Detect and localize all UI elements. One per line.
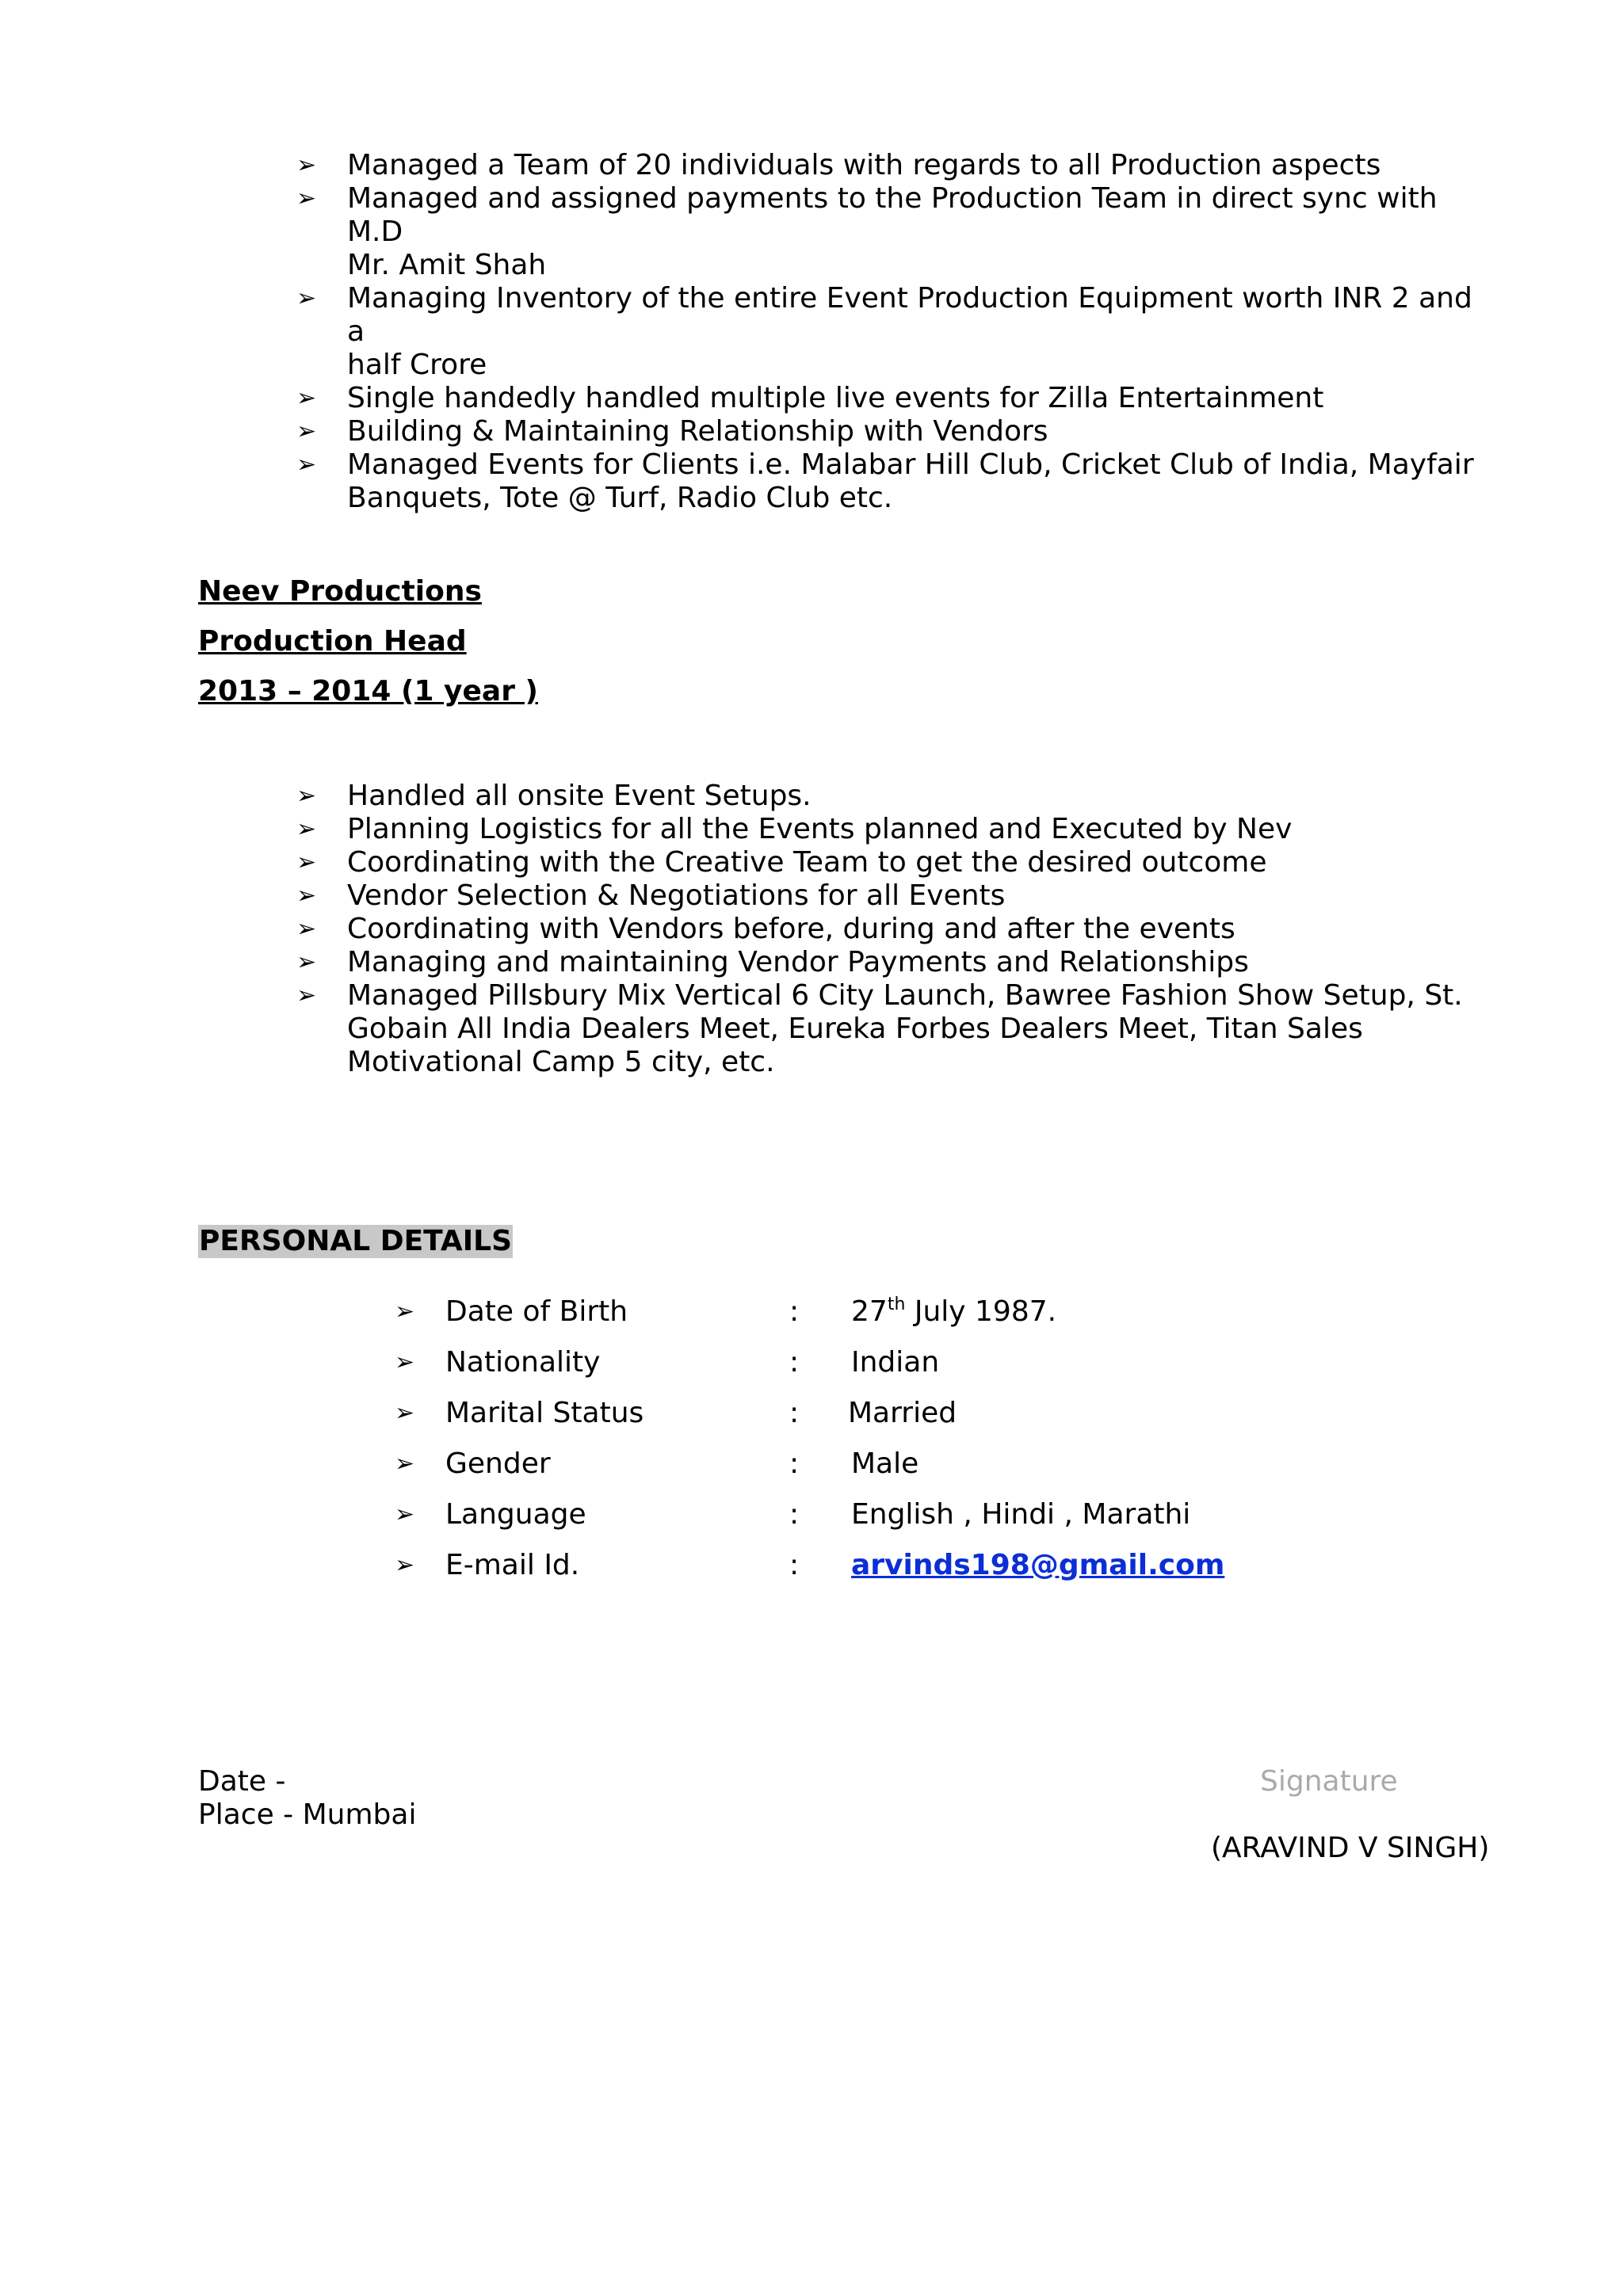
nationality-value: Indian [851, 1346, 940, 1379]
arrow-bullet-icon: ➢ [296, 384, 317, 412]
neev-responsibilities-list [198, 780, 1498, 1079]
personal-details-heading: PERSONAL DETAILS [199, 1225, 513, 1257]
list-item-text: Coordinating with the Creative Team to get the desired outcome [347, 846, 1267, 879]
arrow-bullet-icon: ➢ [296, 782, 317, 810]
arrow-bullet-icon: ➢ [296, 915, 317, 943]
arrow-bullet-icon: ➢ [395, 1551, 415, 1579]
arrow-bullet-icon: ➢ [296, 849, 317, 876]
list-item-text: Motivational Camp 5 city, etc. [347, 1046, 775, 1078]
gender-value: Male [851, 1447, 919, 1480]
list-item-text: Building & Maintaining Relationship with Vendors [347, 415, 1048, 448]
list-item [198, 946, 1498, 979]
arrow-bullet-icon: ➢ [395, 1450, 415, 1478]
dob-label: Date of Birth [445, 1295, 628, 1328]
language-label: Language [445, 1498, 586, 1531]
list-item-text: half Crore [347, 349, 487, 381]
arrow-bullet-icon: ➢ [296, 451, 317, 479]
list-item [198, 979, 1498, 1079]
list-item [198, 780, 1498, 813]
detail-row-gender [0, 1447, 1623, 1482]
nationality-label: Nationality [445, 1346, 601, 1379]
list-item [198, 382, 1498, 415]
detail-row-email [0, 1548, 1623, 1583]
company-name: Neev Productions [198, 575, 482, 608]
list-item-text: Banquets, Tote @ Turf, Radio Club etc. [347, 482, 893, 514]
separator: : [789, 1295, 800, 1328]
list-item-text: Managed and assigned payments to the Production Team in direct sync with M.D [347, 182, 1438, 248]
job-period: 2013 – 2014 (1 year ) [198, 675, 538, 707]
list-item [198, 846, 1498, 879]
arrow-bullet-icon: ➢ [395, 1348, 415, 1376]
place-line: Place - Mumbai [198, 1798, 417, 1831]
list-item-text: Managing and maintaining Vendor Payments and Relationships [347, 946, 1249, 978]
separator: : [789, 1447, 800, 1480]
marital-label: Marital Status [445, 1397, 644, 1429]
list-item [198, 448, 1498, 515]
job-role: Production Head [198, 625, 467, 658]
email-value [851, 1548, 1224, 1583]
list-item-text: Managed a Team of 20 individuals with regards to all Production aspects [347, 149, 1381, 181]
dob-suffix: th [887, 1295, 906, 1314]
list-item [198, 182, 1498, 282]
separator: : [789, 1397, 800, 1429]
list-item [198, 415, 1498, 448]
list-item-text: Coordinating with Vendors before, during and after the events [347, 913, 1235, 945]
detail-row-language [0, 1497, 1623, 1532]
dob-day: 27 [851, 1295, 888, 1328]
list-item-text: Vendor Selection & Negotiations for all Events [347, 879, 1006, 912]
email-link[interactable]: arvinds198@gmail.com [851, 1549, 1225, 1581]
gender-label: Gender [445, 1447, 551, 1480]
separator: : [789, 1498, 800, 1531]
arrow-bullet-icon: ➢ [296, 815, 317, 843]
arrow-bullet-icon: ➢ [296, 948, 317, 976]
signer-name: (ARAVIND V SINGH) [1211, 1832, 1490, 1864]
list-item [198, 282, 1498, 382]
list-item [198, 913, 1498, 946]
list-item-text: Gobain All India Dealers Meet, Eureka Forbes Dealers Meet, Titan Sales [347, 1013, 1363, 1045]
list-item [198, 813, 1498, 846]
separator: : [789, 1346, 800, 1379]
list-item-text: Managing Inventory of the entire Event Production Equipment worth INR 2 and a [347, 282, 1472, 348]
arrow-bullet-icon: ➢ [296, 982, 317, 1009]
arrow-bullet-icon: ➢ [296, 185, 317, 212]
arrow-bullet-icon: ➢ [296, 882, 317, 910]
list-item-text: Handled all onsite Event Setups. [347, 780, 812, 812]
list-item-text: Single handedly handled multiple live events for Zilla Entertainment [347, 382, 1324, 414]
list-item [198, 149, 1498, 182]
date-line: Date - [198, 1765, 286, 1798]
detail-row-dob [0, 1295, 1623, 1329]
detail-row-marital [0, 1396, 1623, 1431]
separator: : [789, 1549, 800, 1581]
arrow-bullet-icon: ➢ [395, 1399, 415, 1427]
detail-row-nationality [0, 1345, 1623, 1380]
list-item-text: Mr. Amit Shah [347, 249, 547, 281]
arrow-bullet-icon: ➢ [395, 1501, 415, 1528]
arrow-bullet-icon: ➢ [296, 418, 317, 445]
dob-month-year: July 1987. [905, 1295, 1057, 1328]
marital-value: Married [848, 1397, 957, 1429]
list-item-text: Planning Logistics for all the Events planned and Executed by Nev [347, 813, 1293, 845]
arrow-bullet-icon: ➢ [395, 1298, 415, 1325]
list-item-text: Managed Pillsbury Mix Vertical 6 City Launch, Bawree Fashion Show Setup, St. [347, 979, 1463, 1012]
list-item-text: Managed Events for Clients i.e. Malabar Hill Club, Cricket Club of India, Mayfair [347, 448, 1474, 481]
list-item [198, 879, 1498, 913]
dob-value [851, 1295, 1056, 1329]
email-label: E-mail Id. [445, 1549, 580, 1581]
arrow-bullet-icon: ➢ [296, 284, 317, 312]
responsibilities-list [198, 149, 1498, 515]
arrow-bullet-icon: ➢ [296, 151, 317, 179]
language-value: English , Hindi , Marathi [851, 1498, 1191, 1531]
signature-label: Signature [1260, 1765, 1398, 1798]
